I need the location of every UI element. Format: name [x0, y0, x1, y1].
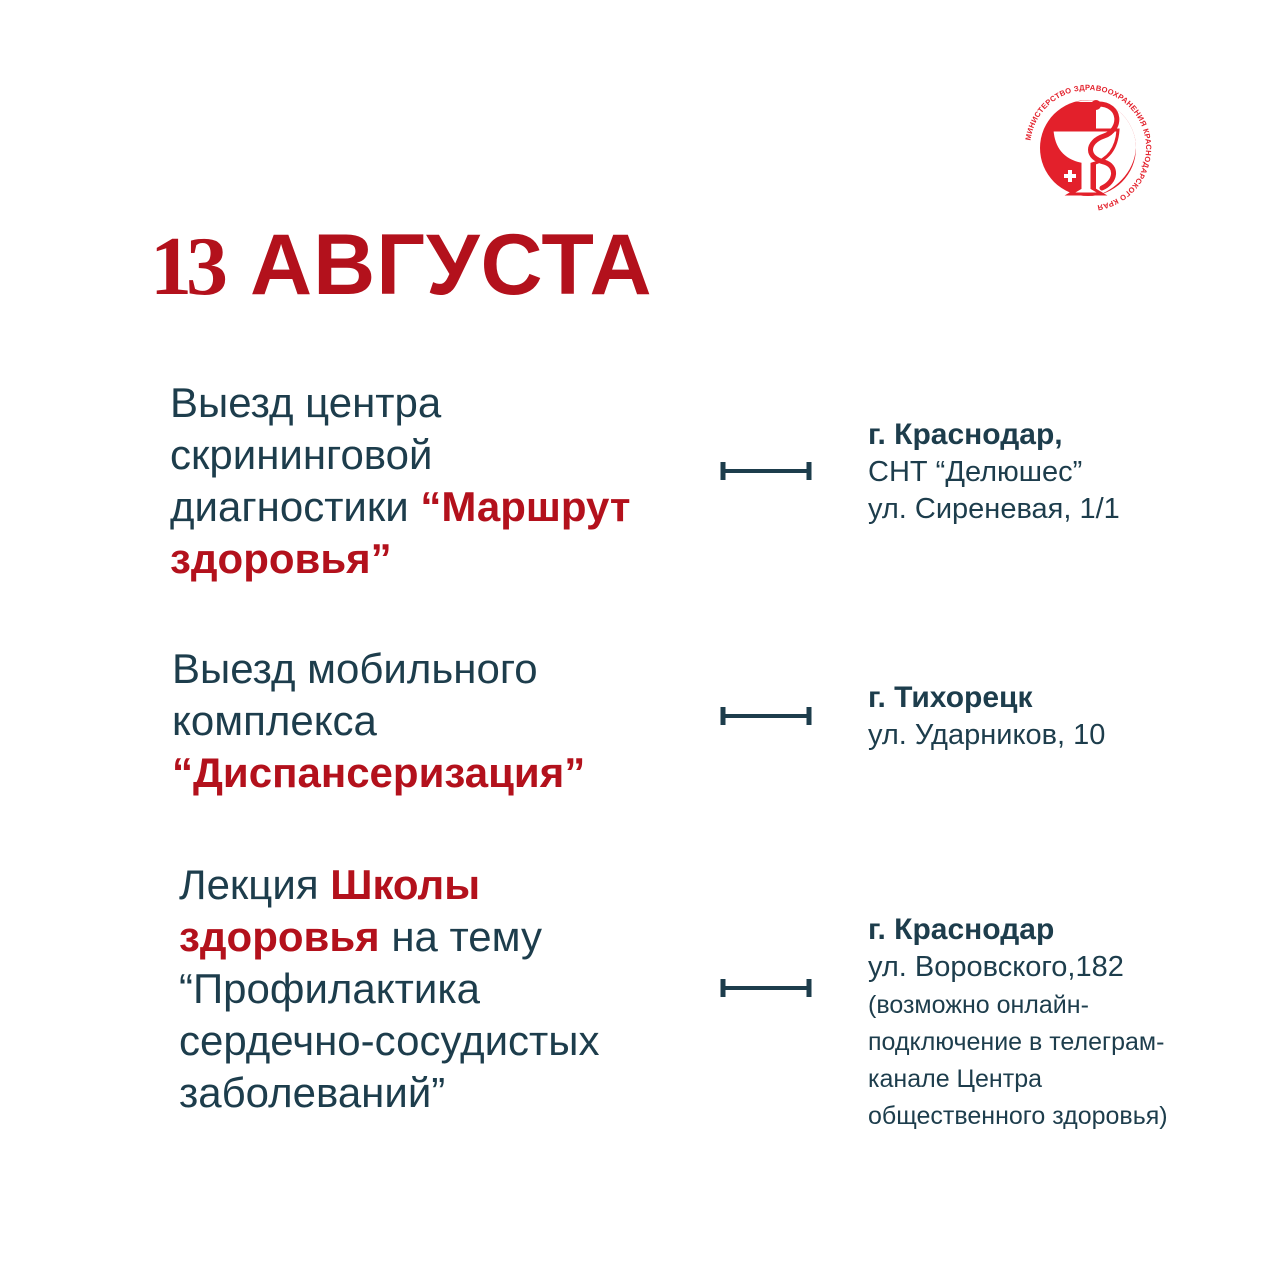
event-3-line: “Профилактика	[179, 965, 480, 1012]
event-3-line: сердечно-сосудистых	[179, 1017, 600, 1064]
address-city: г. Краснодар,	[868, 418, 1063, 451]
event-1-highlight: здоровья”	[170, 535, 392, 582]
event-1-line: скрининговой	[170, 431, 433, 478]
ministry-emblem-icon	[1018, 78, 1158, 218]
page-title	[150, 217, 653, 313]
address-line: ул. Сиреневая, 1/1	[868, 493, 1120, 525]
event-1-line: диагностики	[170, 483, 421, 530]
address-city: г. Тихорецк	[868, 681, 1033, 714]
event-3-address	[868, 911, 1168, 1134]
date-month: АВГУСТА	[250, 217, 653, 313]
svg-text:МИНИСТЕРСТВО ЗДРАВООХРАНЕНИЯ К: МИНИСТЕРСТВО ЗДРАВООХРАНЕНИЯ КРАСНОДАРСКОГО КРАЯ	[1023, 82, 1154, 213]
address-line: СНТ “Делюшес”	[868, 456, 1083, 488]
event-1-title	[170, 377, 630, 585]
date-day: 13	[150, 220, 222, 313]
address-line: ул. Воровского,182	[868, 951, 1124, 983]
event-2-line: комплекса	[172, 697, 377, 744]
event-2-address	[868, 679, 1105, 754]
event-3-line: на тему	[379, 913, 543, 960]
connector-line-icon	[720, 460, 812, 482]
address-note: канале Центра	[868, 1065, 1042, 1093]
address-line: ул. Ударников, 10	[868, 719, 1106, 751]
event-2-title	[172, 643, 585, 799]
address-note: (возможно онлайн-	[868, 991, 1089, 1019]
event-3-highlight: Школы	[330, 861, 481, 908]
connector-line-icon	[720, 977, 812, 999]
event-3-highlight: здоровья	[179, 913, 380, 960]
event-1-line: Выезд центра	[170, 379, 442, 426]
event-1-highlight: “Маршрут	[420, 483, 631, 530]
address-note: общественного здоровья)	[868, 1102, 1168, 1130]
address-city: г. Краснодар	[868, 913, 1055, 946]
event-3-line: Лекция	[179, 861, 331, 908]
address-note: подключение в телеграм-	[868, 1028, 1165, 1056]
connector-line-icon	[720, 705, 812, 727]
event-1-address	[868, 416, 1120, 528]
ministry-logo	[1018, 78, 1158, 218]
event-3-line: заболеваний”	[179, 1069, 446, 1116]
event-3-title	[179, 859, 599, 1119]
event-2-highlight: “Диспансеризация”	[172, 749, 586, 796]
event-2-line: Выезд мобильного	[172, 645, 538, 692]
